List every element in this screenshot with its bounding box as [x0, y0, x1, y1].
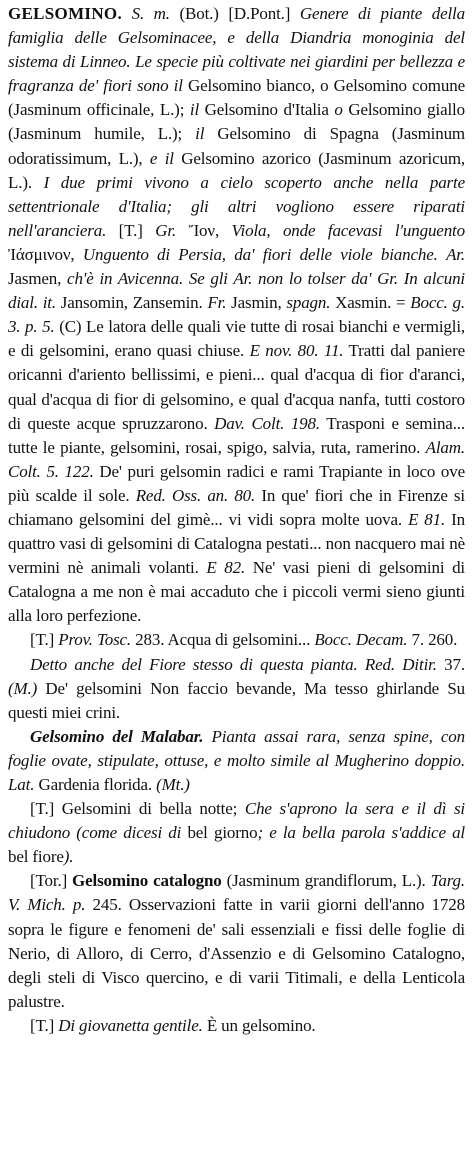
- latin-name: (Jasminum grandiflorum, L.).: [226, 871, 426, 891]
- citation-number: 245.: [92, 895, 122, 915]
- citation-source: E 81.: [408, 509, 446, 529]
- citation-text: Tratti dal paniere oricanni d'ariento bellissimi, e pieni... qual d'acqua di fior d'aranci, qual d'acqua di fior di gelsomino, e qual d'acqua nanfa, tutti costoro di queste acque spruzzarono.: [8, 341, 465, 433]
- citation-source: Alam. Colt. 5. 122.: [8, 437, 465, 481]
- citation-text: De' puri gelsomin radici e rami Trapiante in loco ove più scalde il sole.: [8, 461, 465, 505]
- sub-headword: Gelsomino catalogno: [72, 871, 222, 891]
- sub-phrase: Di giovanetta gentile.: [58, 1015, 203, 1035]
- main-entry-paragraph: [8, 2, 465, 628]
- species-azores: Gelsomino azorico (Jasminum azoricum, L.).: [8, 148, 465, 192]
- arabic-word: Jasmen,: [8, 269, 62, 289]
- etym-lang-fr: Fr.: [207, 293, 227, 313]
- citation-source: Red. Oss. an. 80.: [135, 485, 256, 505]
- citation-source: E nov. 80. 11.: [249, 341, 344, 361]
- citation-source: Targ. V. Mich. p.: [8, 871, 466, 915]
- sub-text: È un gelsomino.: [206, 1015, 316, 1035]
- sub-entry-proverb: [8, 628, 465, 652]
- conjunction: e il: [149, 148, 174, 168]
- etym-text: Viola, onde facevasi l'unguento: [231, 220, 465, 240]
- citation-text: Acqua di gelsomini...: [167, 630, 311, 650]
- citation-text: Trasponi e semina... tutte le piante, gelsomini, rosai, spigo, salvia, ruta, ramerino.: [8, 413, 465, 457]
- citation-source: Red. Ditir.: [364, 654, 437, 674]
- citation-tag: (C): [59, 317, 82, 337]
- latin-label: Lat.: [8, 775, 35, 794]
- species-italy: Gelsomino d'Italia: [204, 100, 329, 120]
- conjunction: il: [189, 100, 200, 120]
- grammar-label: S. m.: [131, 4, 170, 23]
- citation-text: In que' fiori che in Firenze si chiamano gelsomini del gimè... vi vidi sopra molte uova.: [8, 485, 465, 529]
- citation-tag: (Mt.): [156, 775, 190, 794]
- citation-number: 37.: [444, 654, 465, 674]
- sub-entry-girl: [8, 1014, 465, 1038]
- sub-definition: Pianta assai rara, senza spine, con foglie ovate, stipulate, ottuse, e molto simile al Mugherino doppio.: [8, 726, 465, 770]
- etym-lang-sp: spagn.: [286, 293, 331, 313]
- citation-source: Dav. Colt. 198.: [214, 413, 320, 433]
- sub-definition: Che s'aprono la sera e il dì si chiudono (come dicesi di: [8, 799, 465, 843]
- latin-name: Gardenia florida.: [38, 775, 152, 794]
- sub-entry-night: [8, 797, 465, 869]
- sub-entry-lead: Detto anche del Fiore stesso di questa pianta.: [30, 654, 358, 674]
- citation-number: 7. 260.: [411, 630, 458, 650]
- t-tag: [T.]: [30, 799, 55, 819]
- equals-sign: =: [396, 293, 406, 313]
- citation-source: E 82.: [206, 558, 246, 578]
- etym-lang-gr: Gr.: [155, 220, 177, 240]
- tor-tag: [Tor.]: [30, 871, 68, 891]
- sub-entry-flower: [8, 653, 465, 725]
- keyword: bel fiore: [8, 847, 64, 867]
- t-tag: [T.]: [30, 1015, 55, 1035]
- citation-text: Ne' vasi pieni di gelsomini di Catalogna a me non è mai accaduto che i piccoli vermi sieno giunti alla loro perfezione.: [8, 558, 465, 626]
- citation-tag: (M.): [8, 678, 38, 698]
- citation-source: Bocc. Decam.: [314, 630, 408, 650]
- definition-text: Genere di piante della famiglia delle Gelsominacee, e della Diandria monoginia del sistema di Linneo. Le specie più coltivate nei giardini per bellezza e fragranza de' fiori sono il: [8, 4, 465, 96]
- etym-lang-ar: Ar.: [446, 244, 465, 264]
- citation-text: In quattro vasi di gelsomini di Catalogna pestati... non nacquero mai nè vermini nè animali volanti.: [8, 509, 465, 578]
- species-white: Gelsomino bianco, o Gelsomino comune (Jasminum officinale, L.);: [8, 76, 465, 120]
- sub-entry-catalogno: [8, 869, 465, 1014]
- conjunction: o: [334, 100, 343, 120]
- dialect-words: Jansomin, Zansemin.: [60, 293, 203, 313]
- citation-text: Le latora delle quali vie tutte di rosai bianchi e vermigli, e di gelsomini, erano quasi chiuse.: [8, 317, 465, 361]
- t-tag: [T.]: [118, 220, 143, 240]
- citation-source: Bocc. g. 3. p. 5.: [8, 293, 465, 337]
- sub-definition: ).: [63, 847, 74, 867]
- cultivation-note: I due primi vivono a cielo scoperto anche nella parte settentrionale d'Italia; gli altri vogliono essere riparati nell'aranciera.: [8, 172, 465, 240]
- citation-source: Prov. Tosc.: [58, 630, 132, 650]
- citation-text: Osservazioni fatte in varii giorni dell'anno 1728 sopra le figure e fenomeni de' sali essenziali e fissi delle foglie di Nerio, di Alloro, di Cerro, d'Assenzio e di Gelsomino Catalogno, degli steli di Visco quercino, e di varii Titimali, e della Lenticola palustre.: [8, 895, 465, 1011]
- french-word: Jasmin,: [231, 293, 282, 313]
- headword: GELSOMINO.: [8, 4, 122, 23]
- greek-word: Ἰάσμινον,: [8, 244, 75, 264]
- spanish-word: Xasmin.: [335, 293, 392, 313]
- sub-headword: Gelsomino del Malabar.: [30, 726, 204, 746]
- sub-entry-malabar: [8, 725, 465, 797]
- citation-text: De' gelsomini Non faccio bevande, Ma tesso ghirlande Su questi miei crini.: [8, 678, 465, 722]
- greek-word: Ἴον,: [188, 220, 220, 240]
- conjunction: il: [195, 124, 205, 144]
- t-tag: [T.]: [30, 630, 55, 650]
- keyword: bel giorno: [187, 823, 258, 843]
- species-yellow: Gelsomino giallo (Jasminum humile, L.);: [8, 100, 465, 144]
- etym-text: ch'è in Avicenna. Se gli Ar. non lo tolser da' Gr. In alcuni dial. it.: [8, 269, 465, 313]
- entry-tags: (Bot.) [D.Pont.]: [179, 4, 291, 23]
- sub-headword: Gelsomini di bella notte;: [61, 799, 238, 819]
- citation-number: 283.: [135, 630, 165, 650]
- sub-definition: ; e la bella parola s'addice al: [257, 823, 465, 843]
- species-spain: Gelsomino di Spagna (Jasminum odoratissimum, L.),: [8, 124, 466, 168]
- etym-text: Unguento di Persia, da' fiori delle viole bianche.: [82, 244, 438, 264]
